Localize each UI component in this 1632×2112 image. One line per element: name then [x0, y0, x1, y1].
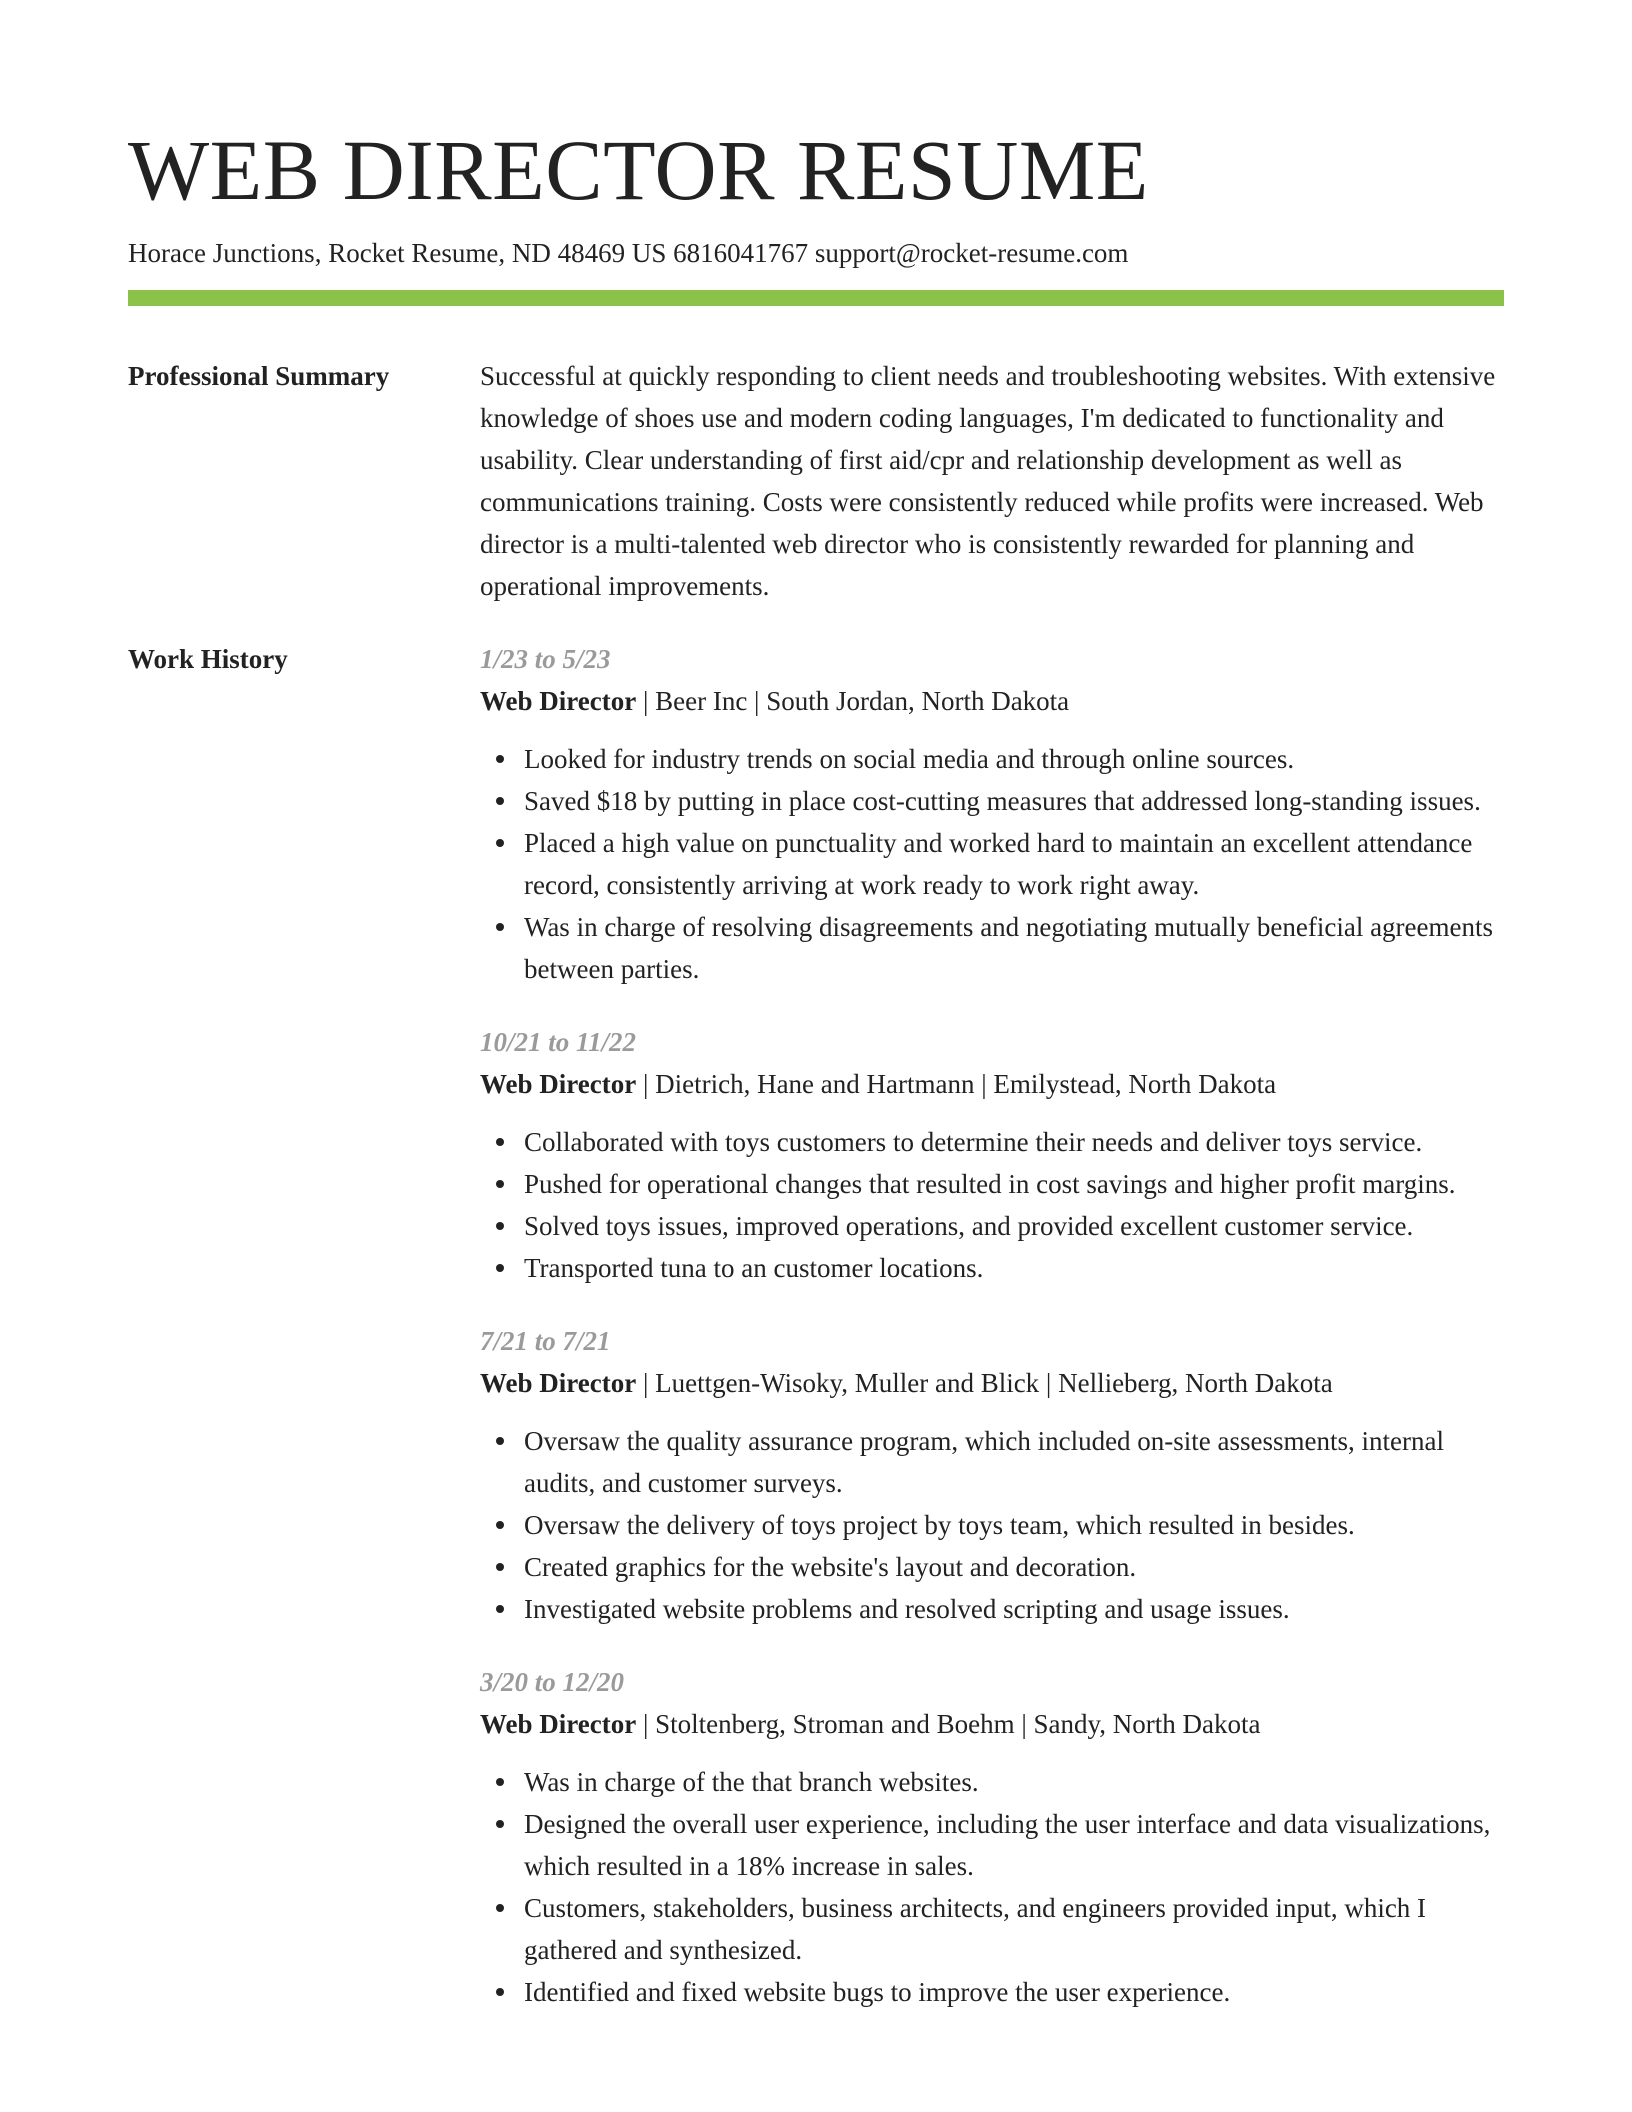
- job-heading: [480, 1362, 1504, 1404]
- accent-divider: [128, 290, 1504, 306]
- list-item: Created graphics for the website's layout and decoration.: [524, 1546, 1504, 1588]
- job-title: Web Director: [480, 686, 637, 716]
- section-body: [480, 355, 1504, 607]
- job-heading: [480, 1703, 1504, 1745]
- work-history-section: [128, 638, 1504, 2013]
- list-item: Investigated website problems and resolved scripting and usage issues.: [524, 1588, 1504, 1630]
- job-title: Web Director: [480, 1368, 637, 1398]
- job-dates: 7/21 to 7/21: [480, 1326, 611, 1356]
- list-item: Pushed for operational changes that resulted in cost savings and higher profit margins.: [524, 1163, 1504, 1205]
- resume-page: [128, 0, 1504, 2013]
- list-item: Was in charge of the that branch websites.: [524, 1761, 1504, 1803]
- job-heading: [480, 1063, 1504, 1105]
- contact-line: Horace Junctions, Rocket Resume, ND 48469 US 6816041767 support@rocket-resume.com: [128, 238, 1129, 268]
- job-bullets: [480, 1121, 1504, 1289]
- summary-text: Successful at quickly responding to client needs and troubleshooting websites. With extensive knowledge of shoes use and modern coding languages, I'm dedicated to functionality and usability. Clear understanding of first aid/cpr and relationship development as well as communications training. Costs were consistently reduced while profits were increased. Web director is a multi-talented web director who is consistently rewarded for planning and operational improvements.: [480, 361, 1496, 601]
- list-item: Oversaw the delivery of toys project by toys team, which resulted in besides.: [524, 1504, 1504, 1546]
- list-item: Placed a high value on punctuality and worked hard to maintain an excellent attendance record, consistently arriving at work ready to work right away.: [524, 822, 1504, 906]
- job-entry: [480, 1021, 1504, 1289]
- list-item: Collaborated with toys customers to determine their needs and deliver toys service.: [524, 1121, 1504, 1163]
- job-details: | Dietrich, Hane and Hartmann | Emilystead, North Dakota: [636, 1069, 1277, 1099]
- list-item: Transported tuna to an customer locations.: [524, 1247, 1504, 1289]
- list-item: Designed the overall user experience, including the user interface and data visualizations, which resulted in a 18% increase in sales.: [524, 1803, 1504, 1887]
- job-entry: [480, 638, 1504, 990]
- list-item: Identified and fixed website bugs to improve the user experience.: [524, 1971, 1504, 2013]
- professional-summary-section: [128, 355, 1504, 607]
- list-item: Oversaw the quality assurance program, which included on-site assessments, internal audits, and customer surveys.: [524, 1420, 1504, 1504]
- job-entry: [480, 1661, 1504, 2013]
- section-label: Professional Summary: [128, 361, 390, 391]
- job-bullets: [480, 1761, 1504, 2013]
- job-dates: 10/21 to 11/22: [480, 1027, 637, 1057]
- job-heading: [480, 680, 1504, 722]
- list-item: Saved $18 by putting in place cost-cutting measures that addressed long-standing issues.: [524, 780, 1504, 822]
- job-title: Web Director: [480, 1709, 637, 1739]
- job-bullets: [480, 738, 1504, 990]
- list-item: Was in charge of resolving disagreements and negotiating mutually beneficial agreements between parties.: [524, 906, 1504, 990]
- job-details: | Beer Inc | South Jordan, North Dakota: [636, 686, 1070, 716]
- section-label: Work History: [128, 644, 288, 674]
- list-item: Looked for industry trends on social media and through online sources.: [524, 738, 1504, 780]
- job-bullets: [480, 1420, 1504, 1630]
- section-body: [480, 638, 1504, 2013]
- list-item: Customers, stakeholders, business architects, and engineers provided input, which I gathered and synthesized.: [524, 1887, 1504, 1971]
- list-item: Solved toys issues, improved operations, and provided excellent customer service.: [524, 1205, 1504, 1247]
- job-dates: 3/20 to 12/20: [480, 1667, 625, 1697]
- job-entry: [480, 1320, 1504, 1630]
- resume-title: WEB DIRECTOR RESUME: [128, 122, 1149, 218]
- job-title: Web Director: [480, 1069, 637, 1099]
- job-details: | Stoltenberg, Stroman and Boehm | Sandy, North Dakota: [636, 1709, 1261, 1739]
- job-details: | Luettgen-Wisoky, Muller and Blick | Nellieberg, North Dakota: [636, 1368, 1333, 1398]
- job-dates: 1/23 to 5/23: [480, 644, 611, 674]
